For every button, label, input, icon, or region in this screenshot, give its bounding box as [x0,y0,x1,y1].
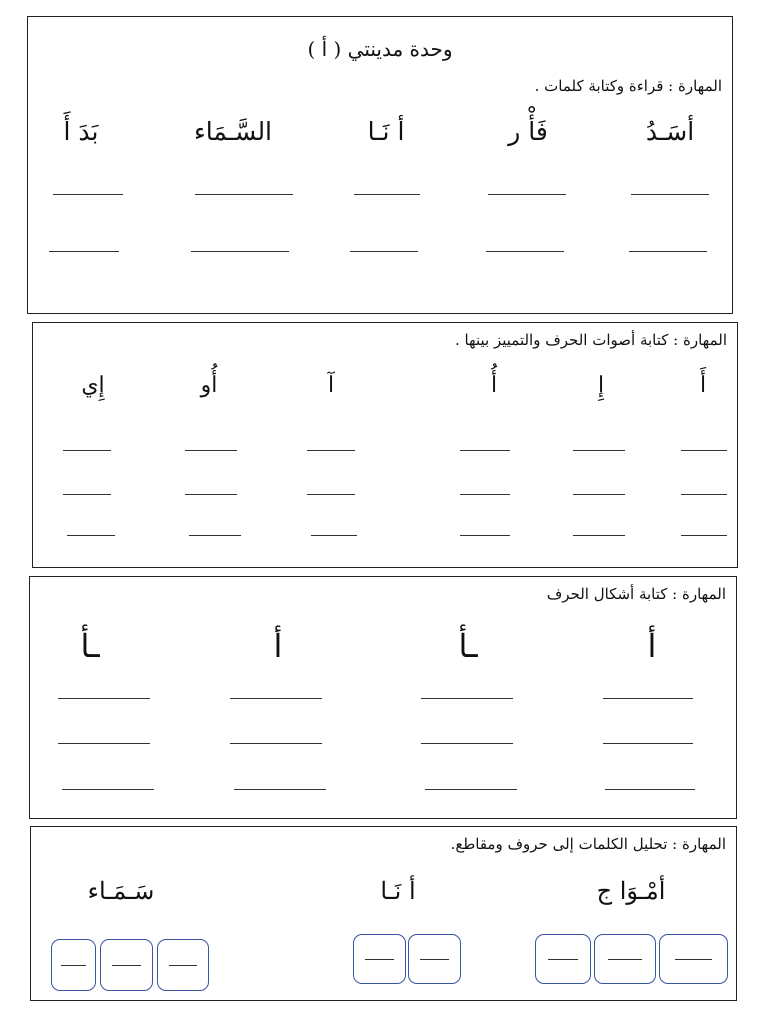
section-read-write-words [27,16,733,314]
analysis-box[interactable] [594,934,656,984]
writing-line[interactable] [573,535,625,536]
writing-line[interactable] [603,698,693,699]
writing-line[interactable] [631,194,709,195]
writing-line[interactable] [189,535,241,536]
shape-isolated: أ [647,627,657,665]
writing-line[interactable] [234,789,326,790]
writing-line[interactable] [486,251,564,252]
analysis-box[interactable] [659,934,728,984]
shape-final: ـأ [458,627,478,665]
writing-line[interactable] [58,698,150,699]
letter-alef-yaa: إِي [81,373,105,398]
writing-line[interactable] [53,194,123,195]
word-samaa: سَـمَـاء [87,877,155,905]
writing-line[interactable] [63,450,111,451]
writing-line[interactable] [230,743,322,744]
skill-label: المهارة : تحليل الكلمات إلى حروف ومقاطع. [450,835,726,853]
section-word-analysis [30,826,737,1001]
writing-line[interactable] [460,535,510,536]
writing-line[interactable] [230,698,322,699]
writing-line[interactable] [185,494,237,495]
shape-isolated: أ [273,627,283,665]
writing-line[interactable] [350,251,418,252]
writing-line[interactable] [681,535,727,536]
writing-line[interactable] [67,535,115,536]
writing-line[interactable] [191,251,289,252]
writing-line[interactable] [49,251,119,252]
writing-line[interactable] [307,494,355,495]
word-faar: فَأْ ر [508,117,548,146]
analysis-box[interactable] [51,939,96,991]
word-asad: أسَـدُ [645,117,695,146]
writing-line[interactable] [62,789,154,790]
word-amwaj: أمْـوَا ج [596,877,666,905]
section-letter-sounds [32,322,738,568]
letter-alef-damma: أُ [490,373,498,398]
writing-line[interactable] [311,535,357,536]
letter-alef-kasra: إِ [597,373,605,398]
writing-line[interactable] [488,194,566,195]
writing-line[interactable] [354,194,420,195]
writing-line[interactable] [681,494,727,495]
writing-line[interactable] [603,743,693,744]
word-ana: أ نَـا [367,117,405,146]
letter-alef-waw: أُو [200,373,218,398]
writing-line[interactable] [63,494,111,495]
writing-line[interactable] [307,450,355,451]
word-alsamaa: السَّـمَاء [193,117,273,146]
writing-line[interactable] [185,450,237,451]
writing-line[interactable] [195,194,293,195]
writing-line[interactable] [421,743,513,744]
shape-final: ـأ [80,627,100,665]
unit-title: وحدة مدينتي ( أ ) [307,37,453,61]
writing-line[interactable] [605,789,695,790]
writing-line[interactable] [421,698,513,699]
skill-label: المهارة : كتابة أشكال الحرف [546,585,726,603]
analysis-box[interactable] [100,939,153,991]
writing-line[interactable] [573,450,625,451]
letter-alef-madda: آ [327,373,335,398]
word-ana: أ نَـا [380,877,416,905]
writing-line[interactable] [58,743,150,744]
skill-label: المهارة : قراءة وكتابة كلمات . [534,77,722,95]
writing-line[interactable] [681,450,727,451]
writing-line[interactable] [425,789,517,790]
writing-line[interactable] [460,450,510,451]
word-badaa: بَدَ أَ [63,117,99,146]
analysis-box[interactable] [157,939,209,991]
writing-line[interactable] [573,494,625,495]
analysis-box[interactable] [353,934,406,984]
skill-label: المهارة : كتابة أصوات الحرف والتمييز بينها . [454,331,727,349]
writing-line[interactable] [629,251,707,252]
analysis-box[interactable] [535,934,591,984]
letter-alef-fatha: أَ [699,373,707,398]
writing-line[interactable] [460,494,510,495]
analysis-box[interactable] [408,934,461,984]
section-letter-shapes [29,576,737,819]
